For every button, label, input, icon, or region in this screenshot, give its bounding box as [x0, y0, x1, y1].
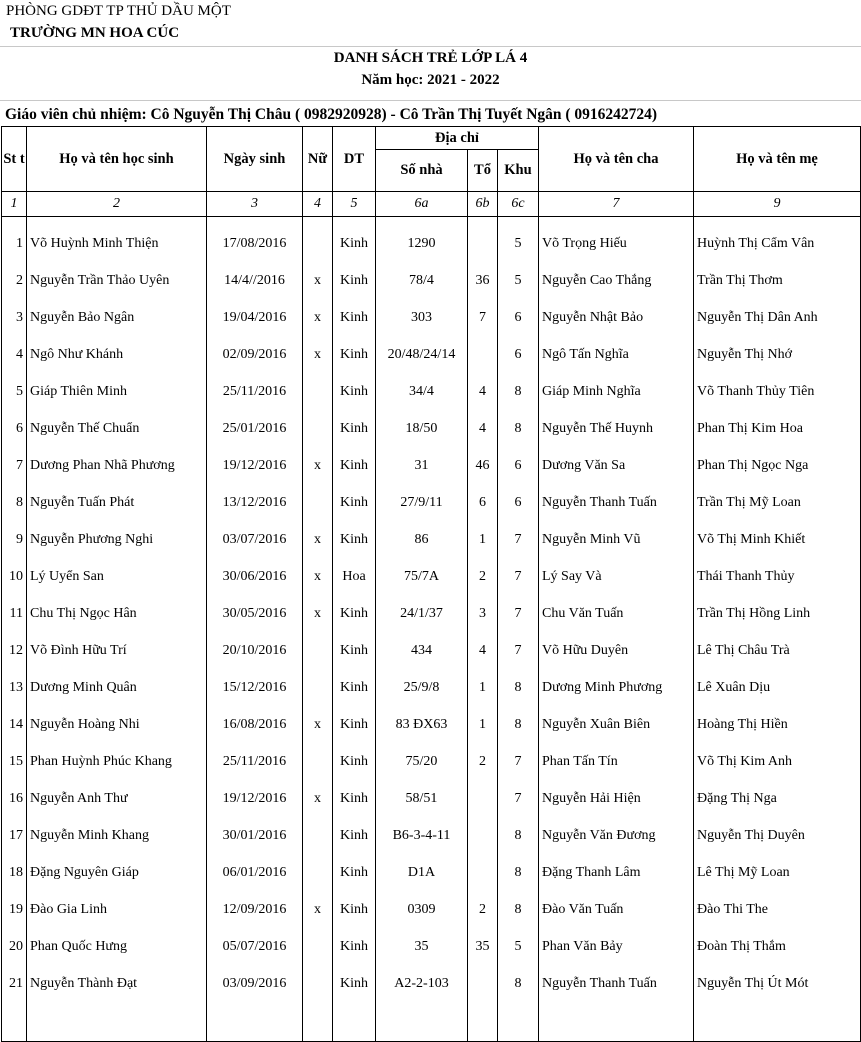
school-year: Năm học: 2021 - 2022: [361, 72, 500, 88]
column-number: 4: [303, 192, 333, 217]
house-number: 75/20: [376, 735, 468, 772]
student-name: Phan Huỳnh Phúc Khang: [27, 735, 207, 772]
khu-number: 7: [498, 513, 539, 550]
father-name: Nguyễn Xuân Biên: [539, 698, 694, 735]
to-number: [468, 957, 498, 994]
house-number: 34/4: [376, 365, 468, 402]
mother-name: Nguyễn Thị Nhớ: [694, 328, 861, 365]
khu-number: 6: [498, 476, 539, 513]
row-number: 6: [2, 402, 27, 439]
date-of-birth: 06/01/2016: [207, 846, 303, 883]
header-mother-name: Họ và tên mẹ: [694, 127, 861, 192]
table-row: [2, 402, 861, 439]
date-of-birth: 16/08/2016: [207, 698, 303, 735]
department-name: PHÒNG GDĐT TP THỦ DẦU MỘT: [6, 3, 231, 19]
khu-number: 6: [498, 439, 539, 476]
table-header: [2, 127, 861, 217]
female-mark: [303, 624, 333, 661]
student-name: Võ Huỳnh Minh Thiện: [27, 217, 207, 255]
date-of-birth: 14/4//2016: [207, 254, 303, 291]
date-of-birth: 13/12/2016: [207, 476, 303, 513]
father-name: Phan Tấn Tín: [539, 735, 694, 772]
table-row: [2, 328, 861, 365]
to-number: 4: [468, 624, 498, 661]
house-number: B6-3-4-11: [376, 809, 468, 846]
house-number: D1A: [376, 846, 468, 883]
khu-number: 7: [498, 772, 539, 809]
column-number: 6a: [376, 192, 468, 217]
to-number: 4: [468, 402, 498, 439]
father-name: Nguyễn Thế Huynh: [539, 402, 694, 439]
table-row: [2, 735, 861, 772]
date-of-birth: 25/11/2016: [207, 735, 303, 772]
empty-cell: [539, 994, 694, 1042]
father-name: Nguyễn Thanh Tuấn: [539, 476, 694, 513]
date-of-birth: 02/09/2016: [207, 328, 303, 365]
date-of-birth: 25/11/2016: [207, 365, 303, 402]
mother-name: Phan Thị Ngọc Nga: [694, 439, 861, 476]
ethnicity: Kinh: [333, 957, 376, 994]
student-list-table: [1, 126, 861, 1042]
to-number: 1: [468, 698, 498, 735]
khu-number: 5: [498, 254, 539, 291]
table-row: [2, 883, 861, 920]
table-row: [2, 846, 861, 883]
date-of-birth: 12/09/2016: [207, 883, 303, 920]
house-number: 35: [376, 920, 468, 957]
khu-number: 6: [498, 291, 539, 328]
house-number: 434: [376, 624, 468, 661]
row-number: 10: [2, 550, 27, 587]
school-name: TRƯỜNG MN HOA CÚC: [10, 25, 180, 41]
ethnicity: Kinh: [333, 846, 376, 883]
mother-name: Đoàn Thị Thắm: [694, 920, 861, 957]
to-number: 1: [468, 513, 498, 550]
mother-name: Trần Thị Mỹ Loan: [694, 476, 861, 513]
row-number: 14: [2, 698, 27, 735]
to-number: 6: [468, 476, 498, 513]
female-mark: x: [303, 439, 333, 476]
ethnicity: Kinh: [333, 402, 376, 439]
empty-cell: [333, 994, 376, 1042]
mother-name: Hoàng Thị Hiền: [694, 698, 861, 735]
mother-name: Nguyễn Thị Út Mót: [694, 957, 861, 994]
date-of-birth: 05/07/2016: [207, 920, 303, 957]
student-name: Nguyễn Anh Thư: [27, 772, 207, 809]
house-number: 86: [376, 513, 468, 550]
date-of-birth: 30/06/2016: [207, 550, 303, 587]
date-of-birth: 03/09/2016: [207, 957, 303, 994]
empty-cell: [498, 994, 539, 1042]
row-number: 16: [2, 772, 27, 809]
house-number: 20/48/24/14: [376, 328, 468, 365]
student-name: Nguyễn Bảo Ngân: [27, 291, 207, 328]
female-mark: x: [303, 328, 333, 365]
column-number: 6c: [498, 192, 539, 217]
row-number: 18: [2, 846, 27, 883]
row-number: 5: [2, 365, 27, 402]
student-name: Nguyễn Trần Thảo Uyên: [27, 254, 207, 291]
student-name: Dương Minh Quân: [27, 661, 207, 698]
divider: [0, 46, 861, 47]
house-number: 303: [376, 291, 468, 328]
khu-number: 8: [498, 846, 539, 883]
female-mark: x: [303, 550, 333, 587]
female-mark: [303, 661, 333, 698]
female-mark: [303, 402, 333, 439]
female-mark: x: [303, 587, 333, 624]
student-name: Nguyễn Phương Nghi: [27, 513, 207, 550]
mother-name: Huỳnh Thị Cẩm Vân: [694, 217, 861, 255]
student-name: Giáp Thiên Minh: [27, 365, 207, 402]
father-name: Giáp Minh Nghĩa: [539, 365, 694, 402]
row-number: 15: [2, 735, 27, 772]
date-of-birth: 03/07/2016: [207, 513, 303, 550]
student-name: Chu Thị Ngọc Hân: [27, 587, 207, 624]
table-row: [2, 772, 861, 809]
house-number: 24/1/37: [376, 587, 468, 624]
father-name: Nguyễn Hải Hiện: [539, 772, 694, 809]
house-number: 1290: [376, 217, 468, 255]
header-ethnicity: DT: [333, 127, 376, 192]
row-number: 4: [2, 328, 27, 365]
table-row: [2, 920, 861, 957]
to-number: 3: [468, 587, 498, 624]
table-row: [2, 957, 861, 994]
khu-number: 7: [498, 624, 539, 661]
empty-cell: [207, 994, 303, 1042]
house-number: 31: [376, 439, 468, 476]
empty-cell: [468, 994, 498, 1042]
house-number: 25/9/8: [376, 661, 468, 698]
ethnicity: Hoa: [333, 550, 376, 587]
row-number: 8: [2, 476, 27, 513]
ethnicity: Kinh: [333, 439, 376, 476]
row-number: 11: [2, 587, 27, 624]
row-number: 9: [2, 513, 27, 550]
father-name: Võ Hữu Duyên: [539, 624, 694, 661]
female-mark: [303, 217, 333, 255]
table-row: [2, 624, 861, 661]
ethnicity: Kinh: [333, 809, 376, 846]
house-number: A2-2-103: [376, 957, 468, 994]
row-number: 17: [2, 809, 27, 846]
empty-row: [2, 994, 861, 1042]
to-number: 2: [468, 883, 498, 920]
house-number: 58/51: [376, 772, 468, 809]
to-number: 2: [468, 550, 498, 587]
khu-number: 8: [498, 809, 539, 846]
to-number: 36: [468, 254, 498, 291]
father-name: Chu Văn Tuấn: [539, 587, 694, 624]
row-number: 21: [2, 957, 27, 994]
father-name: Đặng Thanh Lâm: [539, 846, 694, 883]
father-name: Nguyễn Văn Đương: [539, 809, 694, 846]
column-number: 2: [27, 192, 207, 217]
to-number: 2: [468, 735, 498, 772]
to-number: 4: [468, 365, 498, 402]
column-number: 1: [2, 192, 27, 217]
mother-name: Trần Thị Thơm: [694, 254, 861, 291]
female-mark: [303, 476, 333, 513]
khu-number: 8: [498, 365, 539, 402]
mother-name: Võ Thị Kim Anh: [694, 735, 861, 772]
empty-cell: [27, 994, 207, 1042]
female-mark: x: [303, 698, 333, 735]
mother-name: Võ Thanh Thủy Tiên: [694, 365, 861, 402]
divider: [0, 100, 861, 101]
date-of-birth: 30/05/2016: [207, 587, 303, 624]
student-name: Nguyễn Hoàng Nhi: [27, 698, 207, 735]
ethnicity: Kinh: [333, 365, 376, 402]
house-number: 27/9/11: [376, 476, 468, 513]
header-to: Tổ: [468, 150, 498, 192]
header-date-of-birth: Ngày sinh: [207, 127, 303, 192]
ethnicity: Kinh: [333, 772, 376, 809]
header-female: Nữ: [303, 127, 333, 192]
mother-name: Thái Thanh Thủy: [694, 550, 861, 587]
female-mark: x: [303, 513, 333, 550]
to-number: 1: [468, 661, 498, 698]
mother-name: Phan Thị Kim Hoa: [694, 402, 861, 439]
header-student-name: Họ và tên học sinh: [27, 127, 207, 192]
student-name: Võ Đình Hữu Trí: [27, 624, 207, 661]
father-name: Nguyễn Thanh Tuấn: [539, 957, 694, 994]
date-of-birth: 30/01/2016: [207, 809, 303, 846]
table-row: [2, 587, 861, 624]
table-row: [2, 661, 861, 698]
female-mark: x: [303, 883, 333, 920]
mother-name: Lê Xuân Dịu: [694, 661, 861, 698]
ethnicity: Kinh: [333, 624, 376, 661]
ethnicity: Kinh: [333, 291, 376, 328]
column-number: 9: [694, 192, 861, 217]
header-stt: St t: [2, 127, 27, 192]
ethnicity: Kinh: [333, 661, 376, 698]
father-name: Ngô Tấn Nghĩa: [539, 328, 694, 365]
to-number: 46: [468, 439, 498, 476]
column-number: 7: [539, 192, 694, 217]
khu-number: 5: [498, 217, 539, 255]
female-mark: x: [303, 254, 333, 291]
homeroom-teachers: Giáo viên chủ nhiệm: Cô Nguyễn Thị Châu ( 0982920928) - Cô Trần Thị Tuyết Ngân ( 0916242724): [5, 106, 658, 123]
khu-number: 7: [498, 735, 539, 772]
student-name: Dương Phan Nhã Phương: [27, 439, 207, 476]
female-mark: [303, 957, 333, 994]
mother-name: Đào Thi The: [694, 883, 861, 920]
khu-number: 6: [498, 328, 539, 365]
ethnicity: Kinh: [333, 476, 376, 513]
ethnicity: Kinh: [333, 513, 376, 550]
house-number: 75/7A: [376, 550, 468, 587]
khu-number: 8: [498, 883, 539, 920]
date-of-birth: 19/12/2016: [207, 439, 303, 476]
mother-name: Nguyễn Thị Duyên: [694, 809, 861, 846]
table-body: [2, 217, 861, 1042]
student-name: Nguyễn Thành Đạt: [27, 957, 207, 994]
date-of-birth: 25/01/2016: [207, 402, 303, 439]
student-name: Ngô Như Khánh: [27, 328, 207, 365]
empty-cell: [2, 994, 27, 1042]
ethnicity: Kinh: [333, 217, 376, 255]
to-number: 7: [468, 291, 498, 328]
student-name: Phan Quốc Hưng: [27, 920, 207, 957]
father-name: Lý Say Và: [539, 550, 694, 587]
row-number: 1: [2, 217, 27, 255]
khu-number: 5: [498, 920, 539, 957]
table-row: [2, 217, 861, 255]
row-number: 12: [2, 624, 27, 661]
date-of-birth: 20/10/2016: [207, 624, 303, 661]
ethnicity: Kinh: [333, 698, 376, 735]
father-name: Dương Văn Sa: [539, 439, 694, 476]
table-row: [2, 698, 861, 735]
header-father-name: Họ và tên cha: [539, 127, 694, 192]
table-row: [2, 476, 861, 513]
header-khu: Khu: [498, 150, 539, 192]
female-mark: x: [303, 291, 333, 328]
ethnicity: Kinh: [333, 735, 376, 772]
female-mark: [303, 920, 333, 957]
female-mark: [303, 809, 333, 846]
female-mark: [303, 735, 333, 772]
father-name: Võ Trọng Hiếu: [539, 217, 694, 255]
khu-number: 8: [498, 661, 539, 698]
house-number: 18/50: [376, 402, 468, 439]
date-of-birth: 15/12/2016: [207, 661, 303, 698]
date-of-birth: 19/12/2016: [207, 772, 303, 809]
student-name: Đào Gia Linh: [27, 883, 207, 920]
student-name: Nguyễn Thế Chuẩn: [27, 402, 207, 439]
table-row: [2, 439, 861, 476]
header-house-number: Số nhà: [376, 150, 468, 192]
female-mark: x: [303, 772, 333, 809]
to-number: [468, 772, 498, 809]
table-row: [2, 513, 861, 550]
column-number-row: [2, 192, 861, 217]
empty-cell: [376, 994, 468, 1042]
column-number: 3: [207, 192, 303, 217]
father-name: Nguyễn Minh Vũ: [539, 513, 694, 550]
female-mark: [303, 365, 333, 402]
document-title: DANH SÁCH TRẺ LỚP LÁ 4: [333, 50, 528, 66]
khu-number: 7: [498, 550, 539, 587]
table-row: [2, 254, 861, 291]
student-name: Nguyễn Minh Khang: [27, 809, 207, 846]
mother-name: Võ Thị Minh Khiết: [694, 513, 861, 550]
father-name: Nguyễn Cao Thắng: [539, 254, 694, 291]
ethnicity: Kinh: [333, 254, 376, 291]
column-number: 5: [333, 192, 376, 217]
khu-number: 8: [498, 402, 539, 439]
row-number: 2: [2, 254, 27, 291]
to-number: [468, 809, 498, 846]
to-number: [468, 217, 498, 255]
student-name: Nguyễn Tuấn Phát: [27, 476, 207, 513]
house-number: 83 ĐX63: [376, 698, 468, 735]
student-name: Lý Uyển San: [27, 550, 207, 587]
house-number: 0309: [376, 883, 468, 920]
to-number: [468, 846, 498, 883]
khu-number: 7: [498, 587, 539, 624]
father-name: Đào Văn Tuấn: [539, 883, 694, 920]
row-number: 20: [2, 920, 27, 957]
father-name: Phan Văn Bảy: [539, 920, 694, 957]
mother-name: Đặng Thị Nga: [694, 772, 861, 809]
khu-number: 8: [498, 698, 539, 735]
mother-name: Lê Thị Châu Trà: [694, 624, 861, 661]
mother-name: Nguyễn Thị Dân Anh: [694, 291, 861, 328]
mother-name: Trần Thị Hồng Linh: [694, 587, 861, 624]
table-row: [2, 809, 861, 846]
ethnicity: Kinh: [333, 920, 376, 957]
female-mark: [303, 846, 333, 883]
father-name: Dương Minh Phương: [539, 661, 694, 698]
empty-cell: [694, 994, 861, 1042]
date-of-birth: 19/04/2016: [207, 291, 303, 328]
father-name: Nguyễn Nhật Bảo: [539, 291, 694, 328]
column-number: 6b: [468, 192, 498, 217]
row-number: 3: [2, 291, 27, 328]
mother-name: Lê Thị Mỹ Loan: [694, 846, 861, 883]
table-row: [2, 291, 861, 328]
student-name: Đặng Nguyên Giáp: [27, 846, 207, 883]
table-row: [2, 550, 861, 587]
empty-cell: [303, 994, 333, 1042]
ethnicity: Kinh: [333, 328, 376, 365]
to-number: [468, 328, 498, 365]
ethnicity: Kinh: [333, 587, 376, 624]
ethnicity: Kinh: [333, 883, 376, 920]
row-number: 13: [2, 661, 27, 698]
header-address: Địa chỉ: [376, 127, 539, 150]
row-number: 19: [2, 883, 27, 920]
date-of-birth: 17/08/2016: [207, 217, 303, 255]
khu-number: 8: [498, 957, 539, 994]
house-number: 78/4: [376, 254, 468, 291]
table-row: [2, 365, 861, 402]
to-number: 35: [468, 920, 498, 957]
row-number: 7: [2, 439, 27, 476]
